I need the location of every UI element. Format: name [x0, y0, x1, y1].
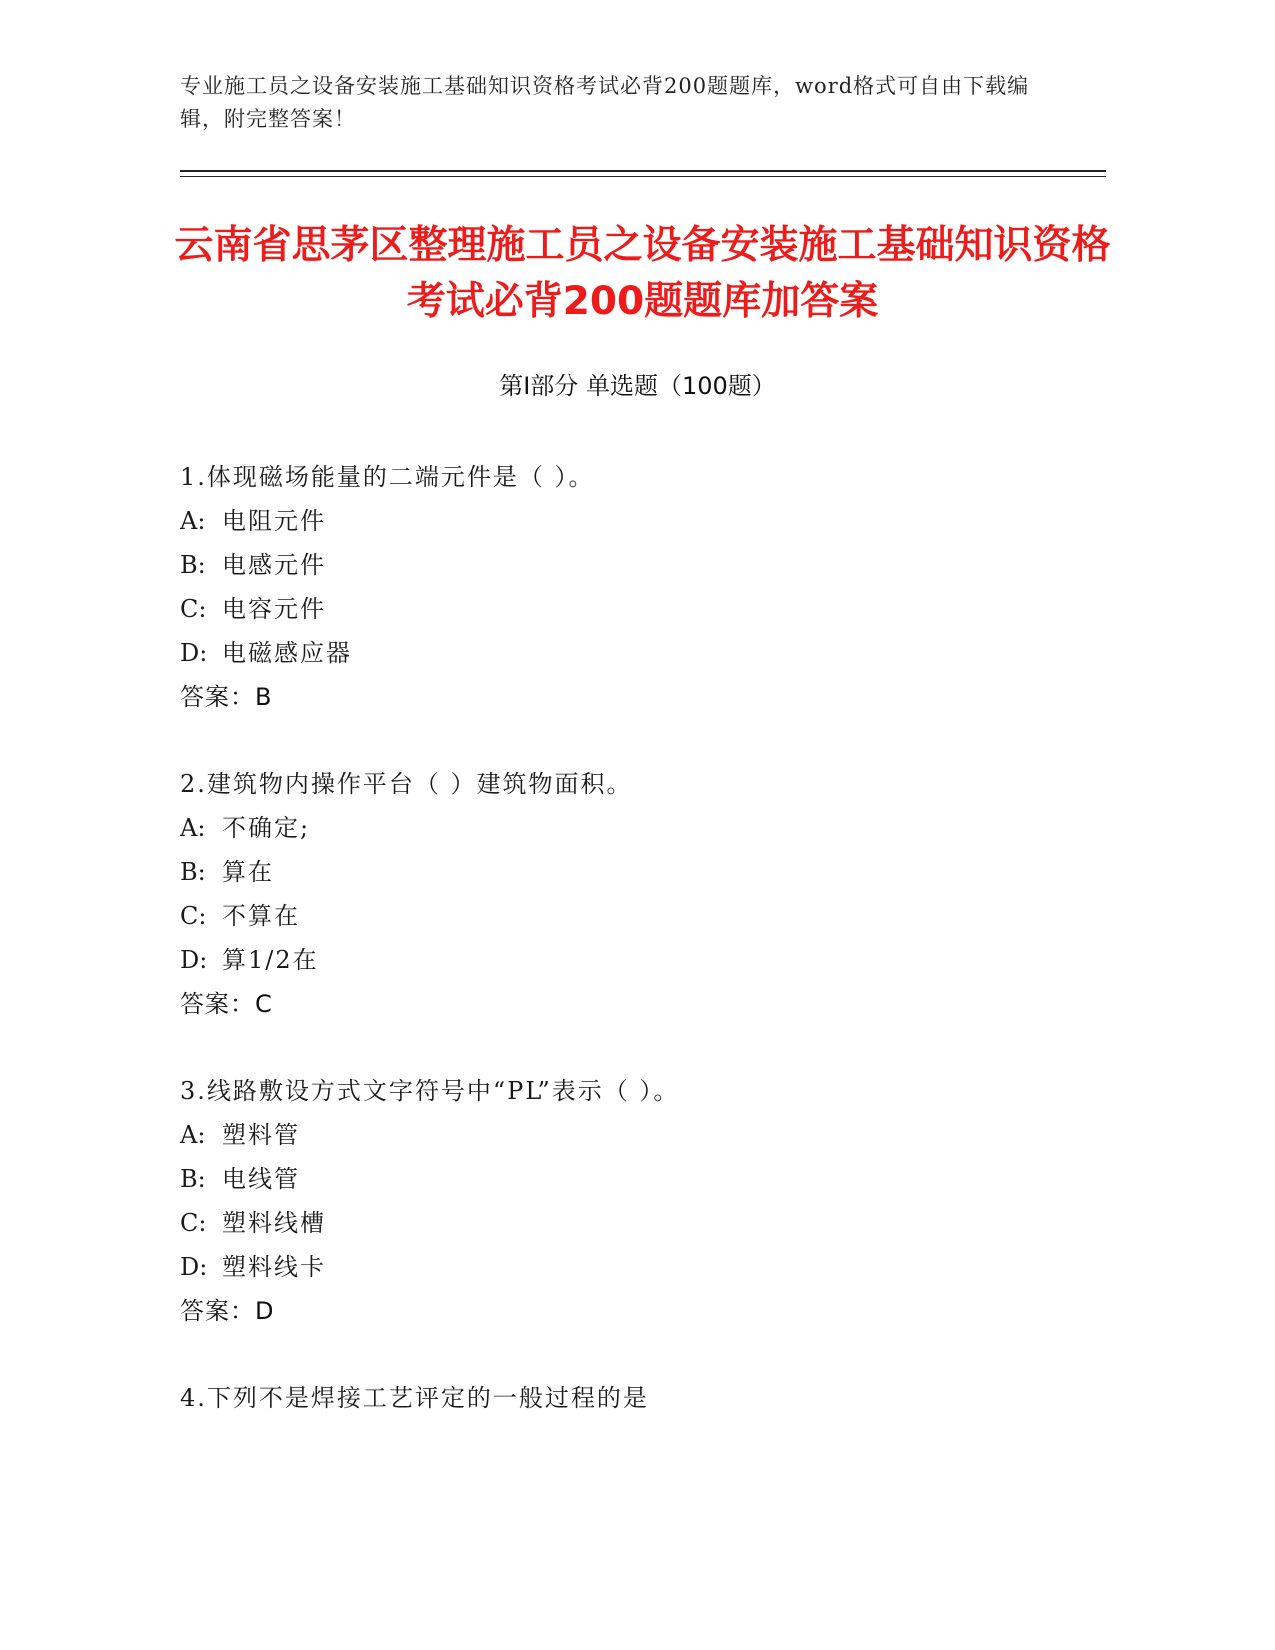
- answer-line: 答案：B: [180, 683, 273, 711]
- option-text: 塑料线卡: [222, 1253, 326, 1281]
- question-1: [180, 455, 1120, 719]
- option-letter: D:: [180, 1253, 208, 1281]
- option-text: 电容元件: [222, 595, 326, 623]
- option-a: [180, 499, 1120, 543]
- question-text: 3.线路敷设方式文字符号中“PL”表示（ ）。: [180, 1077, 680, 1105]
- header-rule-top: [180, 170, 1106, 172]
- option-letter: C:: [180, 1209, 207, 1237]
- header-note: 专业施工员之设备安装施工基础知识资格考试必背200题题库，word格式可自由下载编辑，附完整答案！: [180, 74, 1030, 131]
- option-text: 算在: [222, 858, 274, 886]
- question-2: [180, 762, 1120, 1026]
- section-heading: 第Ⅰ部分 单选题（100题）: [499, 372, 776, 400]
- option-letter: C:: [180, 902, 207, 930]
- option-letter: C:: [180, 595, 207, 623]
- option-b: [180, 543, 1120, 587]
- option-text: 电感元件: [222, 551, 326, 579]
- option-c: [180, 587, 1120, 631]
- question-text: 1.体现磁场能量的二端元件是（ ）。: [180, 463, 595, 491]
- question-3: [180, 1069, 1120, 1333]
- option-text: 塑料管: [222, 1121, 300, 1149]
- option-text: 算1/2在: [222, 946, 319, 974]
- option-text: 不确定;: [222, 814, 311, 842]
- option-d: [180, 938, 1120, 982]
- option-a: [180, 806, 1120, 850]
- option-letter: A:: [180, 1121, 206, 1149]
- option-c: [180, 894, 1120, 938]
- option-text: 电线管: [222, 1165, 300, 1193]
- question-4: [180, 1376, 1120, 1420]
- option-letter: B:: [180, 858, 206, 886]
- option-letter: B:: [180, 1165, 206, 1193]
- question-text: 2.建筑物内操作平台（ ）建筑物面积。: [180, 770, 633, 798]
- question-text: 4.下列不是焊接工艺评定的一般过程的是: [180, 1384, 649, 1412]
- option-text: 不算在: [222, 902, 300, 930]
- option-a: [180, 1113, 1120, 1157]
- option-text: 塑料线槽: [222, 1209, 326, 1237]
- option-c: [180, 1201, 1120, 1245]
- document-title: 云南省思茅区整理施工员之设备安装施工基础知识资格考试必背200题题库加答案: [174, 223, 1111, 324]
- header-rule-bottom: [180, 176, 1106, 177]
- option-letter: D:: [180, 946, 208, 974]
- option-d: [180, 1245, 1120, 1289]
- option-letter: A:: [180, 507, 206, 535]
- answer-line: 答案：D: [180, 1297, 275, 1325]
- option-text: 电磁感应器: [222, 639, 352, 667]
- option-letter: B:: [180, 551, 206, 579]
- option-letter: D:: [180, 639, 208, 667]
- answer-line: 答案：C: [180, 990, 273, 1018]
- option-letter: A:: [180, 814, 206, 842]
- option-b: [180, 1157, 1120, 1201]
- option-text: 电阻元件: [222, 507, 326, 535]
- option-d: [180, 631, 1120, 675]
- question-list: [180, 455, 1120, 1463]
- option-b: [180, 850, 1120, 894]
